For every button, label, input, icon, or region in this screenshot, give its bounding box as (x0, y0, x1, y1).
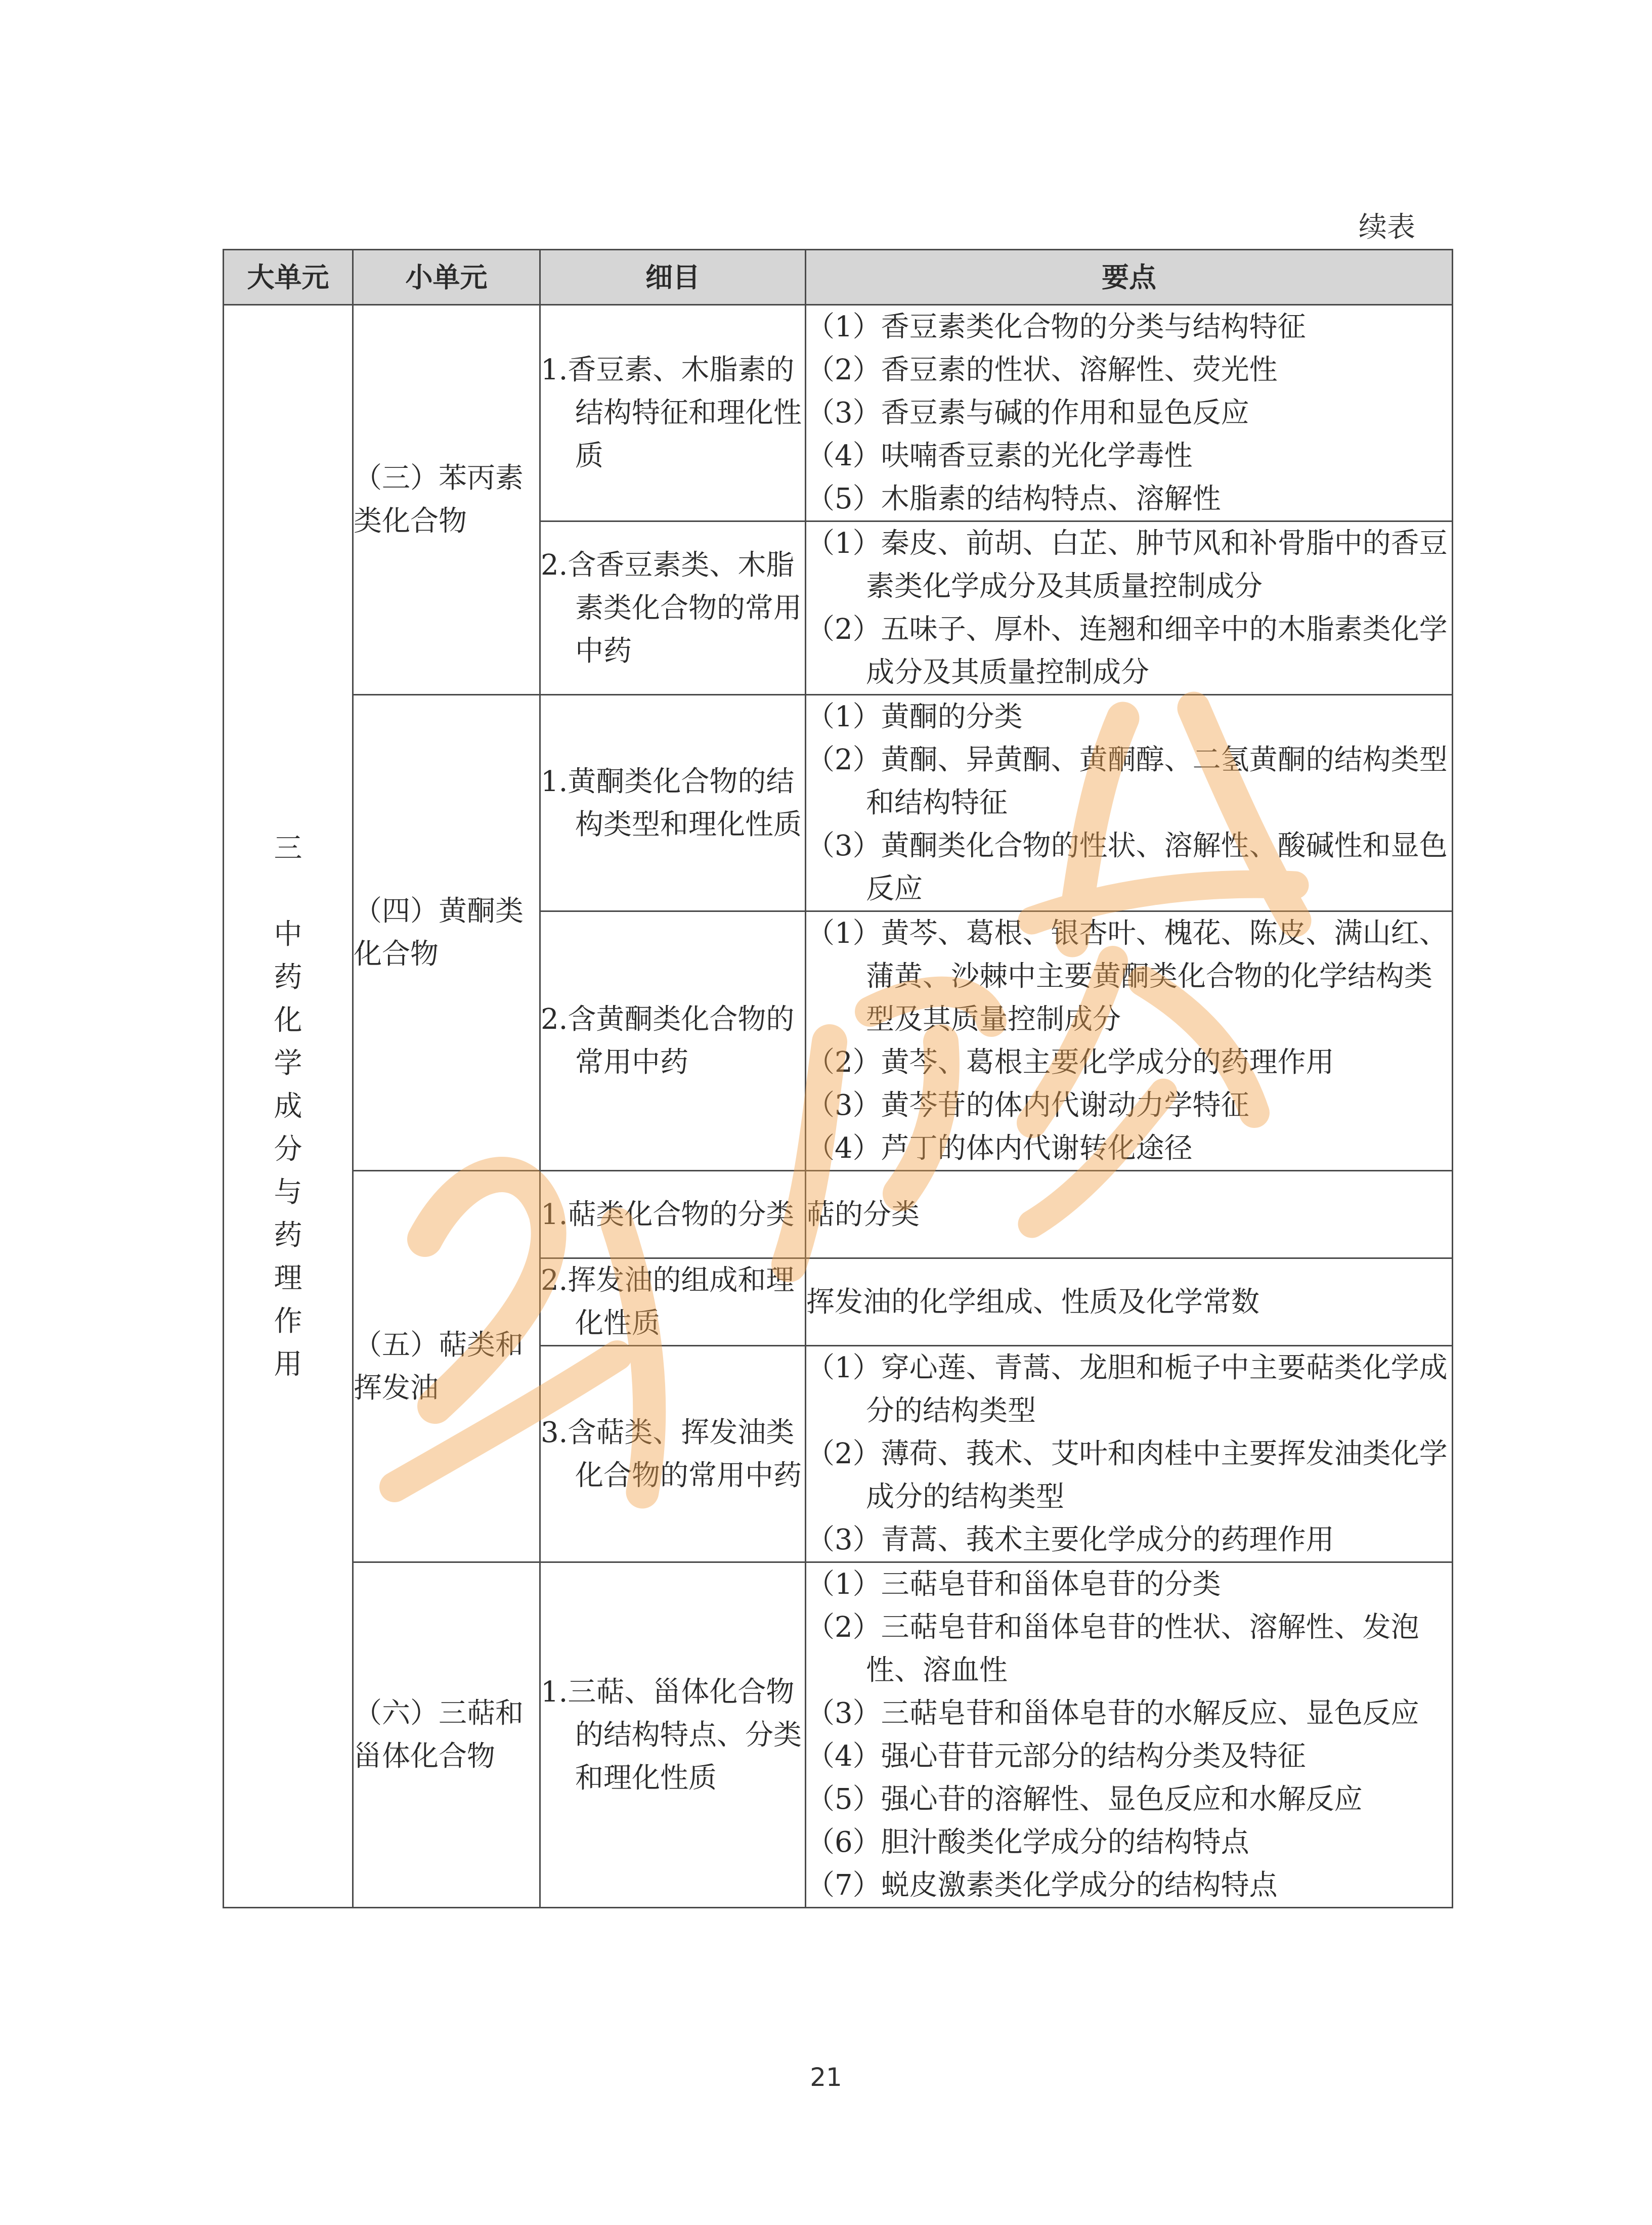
key-points-cell (806, 695, 1453, 911)
detail-text: 1.黄酮类化合物的结构类型和理化性质 (541, 765, 802, 841)
major-unit-title (271, 827, 306, 1386)
key-point: （5）木脂素的结构特点、溶解性 (806, 483, 1221, 515)
detail-cell (540, 1562, 806, 1908)
key-point: （2）黄芩、葛根主要化学成分的药理作用 (806, 1046, 1334, 1079)
detail-cell (540, 1171, 806, 1258)
major-unit-cell (224, 305, 353, 1908)
key-point: （3）青蒿、莪术主要化学成分的药理作用 (806, 1523, 1334, 1556)
key-point: （2）五味子、厚朴、连翘和细辛中的木脂素类化学成分及其质量控制成分 (806, 613, 1448, 689)
header-major-unit: 大单元 (224, 250, 353, 305)
minor-unit-cell: （三）苯丙素类化合物 (353, 305, 540, 695)
detail-cell (540, 1346, 806, 1562)
key-point: （1）黄酮的分类 (806, 701, 1023, 733)
key-point: （1）香豆素类化合物的分类与结构特征 (806, 311, 1306, 343)
minor-unit-cell: （五）萜类和挥发油 (353, 1171, 540, 1562)
key-point: （2）黄酮、异黄酮、黄酮醇、二氢黄酮的结构类型和结构特征 (806, 744, 1448, 819)
continued-label: 续表 (1359, 211, 1415, 244)
key-point: （4）强心苷苷元部分的结构分类及特征 (806, 1740, 1306, 1773)
page-number: 21 (810, 2063, 842, 2092)
detail-text: 3.含萜类、挥发油类化合物的常用中药 (541, 1416, 802, 1492)
major-unit-number: 三 (274, 832, 302, 865)
major-unit-char: 学 (274, 1046, 302, 1080)
detail-text: 1.三萜、甾体化合物的结构特点、分类和理化性质 (541, 1675, 802, 1795)
header-detail: 细目 (540, 250, 806, 305)
major-unit-char: 化 (274, 1004, 302, 1037)
key-point: （1）穿心莲、青蒿、龙胆和栀子中主要萜类化学成分的结构类型 (806, 1351, 1448, 1427)
detail-text: 2.含香豆素类、木脂素类化合物的常用中药 (541, 548, 802, 668)
key-point: （4）呋喃香豆素的光化学毒性 (806, 440, 1193, 472)
key-point: （1）三萜皂苷和甾体皂苷的分类 (806, 1568, 1221, 1601)
key-point: （3）黄芩苷的体内代谢动力学特征 (806, 1089, 1249, 1122)
key-point: （3）香豆素与碱的作用和显色反应 (806, 397, 1249, 429)
key-point: （2）薄荷、莪术、艾叶和肉桂中主要挥发油类化学成分的结构类型 (806, 1437, 1448, 1513)
major-unit-char: 用 (274, 1347, 302, 1381)
table-row (224, 1171, 1453, 1258)
detail-text: 1.萜类化合物的分类 (541, 1198, 795, 1231)
major-unit-char: 中 (274, 918, 302, 951)
major-unit-char: 分 (274, 1132, 302, 1166)
major-unit-char: 理 (274, 1261, 302, 1295)
key-points-cell: 挥发油的化学组成、性质及化学常数 (806, 1258, 1453, 1346)
major-unit-char: 药 (274, 961, 302, 994)
header-minor-unit: 小单元 (353, 250, 540, 305)
major-unit-char: 药 (274, 1218, 302, 1252)
major-unit-char: 成 (274, 1089, 302, 1123)
detail-text: 2.含黄酮类化合物的常用中药 (541, 1003, 795, 1079)
detail-cell (540, 1258, 806, 1346)
table-header-row (224, 250, 1453, 305)
key-point: （7）蜕皮激素类化学成分的结构特点 (806, 1869, 1278, 1902)
key-point: （3）三萜皂苷和甾体皂苷的水解反应、显色反应 (806, 1697, 1419, 1730)
table-row (224, 1562, 1453, 1908)
key-point: （2）香豆素的性状、溶解性、荧光性 (806, 354, 1278, 386)
key-points-cell (806, 911, 1453, 1171)
key-point: （6）胆汁酸类化学成分的结构特点 (806, 1826, 1249, 1859)
detail-cell (540, 521, 806, 695)
detail-cell (540, 911, 806, 1171)
key-point: （1）秦皮、前胡、白芷、肿节风和补骨脂中的香豆素类化学成分及其质量控制成分 (806, 527, 1448, 603)
key-points-cell (806, 305, 1453, 521)
table-row (224, 305, 1453, 521)
detail-cell (540, 695, 806, 911)
header-key-points: 要点 (806, 250, 1453, 305)
key-points-cell (806, 521, 1453, 695)
minor-unit-cell: （四）黄酮类化合物 (353, 695, 540, 1171)
key-points-cell (806, 1346, 1453, 1562)
detail-text: 2.挥发油的组成和理化性质 (541, 1264, 795, 1340)
major-unit-char: 与 (274, 1175, 302, 1209)
key-point: （3）黄酮类化合物的性状、溶解性、酸碱性和显色反应 (806, 830, 1448, 905)
minor-unit-cell: （六）三萜和甾体化合物 (353, 1562, 540, 1908)
key-point: （5）强心苷的溶解性、显色反应和水解反应 (806, 1783, 1363, 1816)
key-point: （4）芦丁的体内代谢转化途径 (806, 1132, 1193, 1165)
key-points-cell: 萜的分类 (806, 1171, 1453, 1258)
key-points-cell (806, 1562, 1453, 1908)
detail-text: 1.香豆素、木脂素的结构特征和理化性质 (541, 354, 802, 472)
key-point: （2）三萜皂苷和甾体皂苷的性状、溶解性、发泡性、溶血性 (806, 1611, 1419, 1687)
major-unit-char: 作 (274, 1304, 302, 1338)
key-point: （1）黄芩、葛根、银杏叶、槐花、陈皮、满山红、蒲黄、沙棘中主要黄酮类化合物的化学结构类型及其质量控制成分 (806, 917, 1448, 1036)
syllabus-table (223, 249, 1453, 1908)
detail-cell (540, 305, 806, 521)
table-row (224, 695, 1453, 911)
